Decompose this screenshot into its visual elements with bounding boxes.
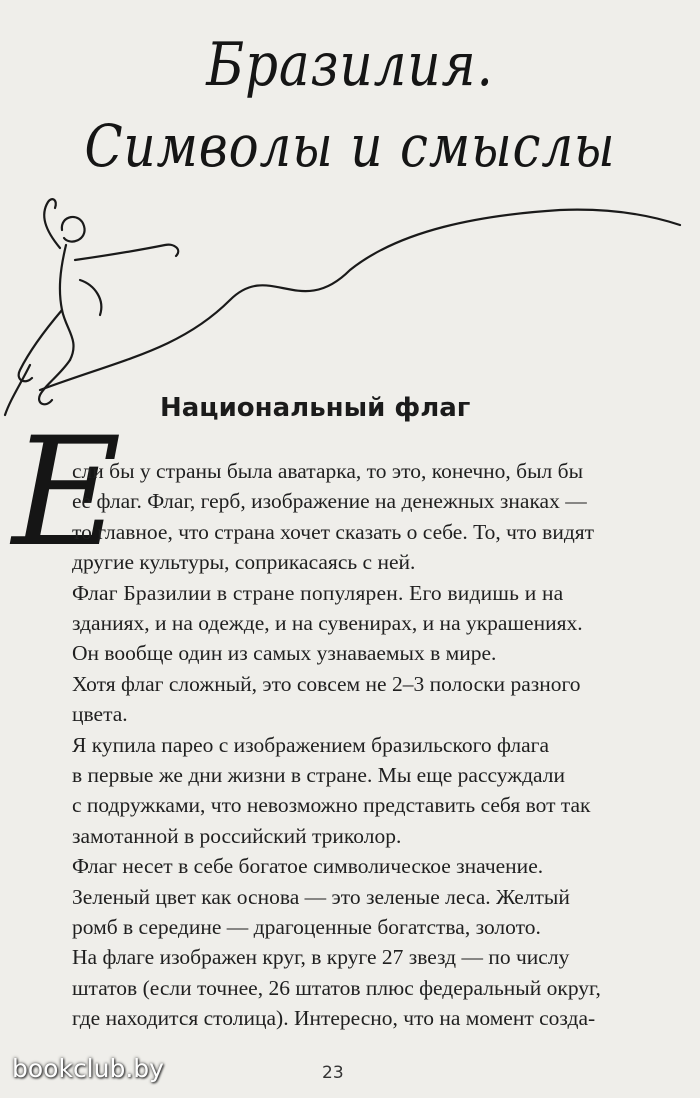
page-title-line-2: Символы и смыслы bbox=[84, 112, 616, 180]
text-line: Флаг Бразилии в стране популярен. Его видишь и на bbox=[72, 580, 564, 605]
text-line: Зеленый цвет как основа — это зеленые леса. Желтый bbox=[72, 884, 570, 909]
text-line: Он вообще один из самых узнаваемых в мире. bbox=[72, 641, 497, 666]
text-line: другие культуры, соприкасаясь с ней. bbox=[72, 550, 416, 575]
watermark-logo: bookclub.by bbox=[12, 1054, 164, 1083]
drop-cap: Е bbox=[12, 406, 122, 580]
figure-arm-out bbox=[75, 245, 178, 260]
figure-detail bbox=[80, 280, 101, 315]
text-line: где находится столица). Интересно, что на момент созда- bbox=[72, 1006, 596, 1031]
text-line: замотанной в российский триколор. bbox=[72, 823, 402, 848]
text-line: в первые же дни жизни в стране. Мы еще рассуждали bbox=[72, 763, 565, 787]
section-heading: Национальный флаг bbox=[160, 393, 471, 423]
text-line: ромб в середине — драгоценные богатства, золото. bbox=[72, 915, 541, 939]
text-line: зданиях, и на одежде, и на сувенирах, и на украшениях. bbox=[72, 611, 583, 635]
text-line: ее флаг. Флаг, герб, изображение на денежных знаках — bbox=[72, 489, 587, 514]
text-line: с подружками, что невозможно представить себя вот так bbox=[72, 793, 591, 818]
page-title-line-1: Бразилия. bbox=[206, 30, 494, 100]
text-line: цвета. bbox=[72, 702, 128, 727]
text-line: сли бы у страны была аватарка, то это, конечно, был бы bbox=[72, 459, 584, 483]
figure-leg-2 bbox=[39, 360, 70, 404]
text-line: то главное, что страна хочет сказать о себе. То, что видят bbox=[72, 519, 595, 544]
page-number: 23 bbox=[322, 1063, 344, 1083]
text-line: Флаг несет в себе богатое символическое значение. bbox=[72, 854, 544, 879]
text-line: Хотя флаг сложный, это совсем не 2–3 полоски разного bbox=[72, 671, 581, 696]
figure-arm-raised bbox=[44, 199, 60, 248]
figure-torso bbox=[60, 245, 74, 360]
text-line: штатов (если точнее, 26 штатов плюс федеральный округ, bbox=[72, 975, 601, 1000]
figure-head bbox=[62, 217, 85, 242]
text-line: На флаге изображен круг, в круге 27 звезд — по числу bbox=[72, 945, 570, 970]
figure-leg-1 bbox=[19, 310, 62, 381]
text-line: Я купила парео с изображением бразильского флага bbox=[72, 732, 549, 757]
ribbon-line bbox=[40, 210, 680, 390]
